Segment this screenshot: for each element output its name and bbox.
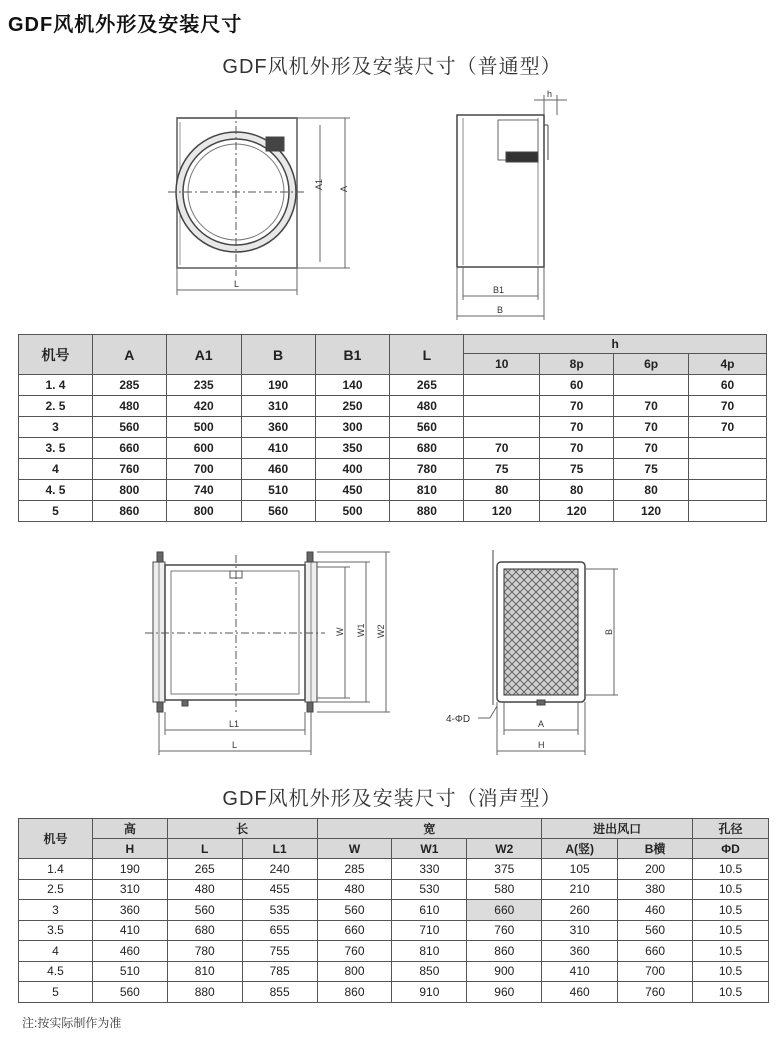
table-cell: 760 <box>467 920 542 941</box>
dim-label-Aside: A <box>538 719 545 729</box>
table-cell: 10.5 <box>693 859 769 880</box>
table-cell: 410 <box>542 961 618 982</box>
table-cell: 740 <box>166 480 241 501</box>
header-B: B <box>241 335 315 375</box>
table-cell: 560 <box>92 982 167 1003</box>
dim-label-L1: L1 <box>229 719 240 729</box>
table-cell: 70 <box>689 417 767 438</box>
table-cell: 680 <box>390 438 464 459</box>
dim-label-L: L <box>234 279 240 289</box>
table-cell: 190 <box>241 375 315 396</box>
table-cell: 4. 5 <box>19 480 93 501</box>
header-h-4p: 4p <box>689 354 767 375</box>
table-cell: 240 <box>242 859 317 880</box>
table-cell: 70 <box>540 396 614 417</box>
table-cell: 285 <box>317 859 392 880</box>
table-cell: 265 <box>167 859 242 880</box>
table-cell: 480 <box>92 396 166 417</box>
table-cell: 70 <box>540 417 614 438</box>
table-cell: 480 <box>167 879 242 900</box>
table-cell: 560 <box>167 900 242 921</box>
table-cell: 105 <box>542 859 618 880</box>
table-cell: 760 <box>92 459 166 480</box>
table-cell: 410 <box>241 438 315 459</box>
table-cell: 360 <box>241 417 315 438</box>
subheader-D: ΦD <box>693 839 769 859</box>
table-cell: 1.4 <box>19 859 93 880</box>
table-cell: 375 <box>467 859 542 880</box>
table-cell: 60 <box>540 375 614 396</box>
table-cell: 860 <box>92 501 166 522</box>
table-cell: 80 <box>540 480 614 501</box>
section1-title: GDF风机外形及安装尺寸（普通型） <box>222 56 562 78</box>
table-cell: 760 <box>618 982 693 1003</box>
table-cell: 120 <box>614 501 689 522</box>
table-cell: 70 <box>689 396 767 417</box>
table-cell: 10.5 <box>693 879 769 900</box>
table-cell: 410 <box>92 920 167 941</box>
table-cell: 300 <box>315 417 390 438</box>
table-cell: 560 <box>618 920 693 941</box>
table-cell: 380 <box>618 879 693 900</box>
footnote: 注:按实际制作为准 <box>22 1016 122 1030</box>
table-cell: 800 <box>92 480 166 501</box>
table-cell: 310 <box>542 920 618 941</box>
table-cell: 910 <box>392 982 467 1003</box>
table-cell: 780 <box>167 941 242 962</box>
table-cell: 785 <box>242 961 317 982</box>
dim-label-B1: B1 <box>493 285 505 295</box>
table-cell: 70 <box>464 438 540 459</box>
table-cell: 560 <box>92 417 166 438</box>
table-cell: 310 <box>92 879 167 900</box>
table-cell: 360 <box>542 941 618 962</box>
silent-dimensions-table <box>18 818 769 1003</box>
subheader-L: L <box>167 839 242 859</box>
table-cell: 760 <box>317 941 392 962</box>
table-cell: 700 <box>618 961 693 982</box>
table-cell: 880 <box>390 501 464 522</box>
table-row <box>19 900 769 921</box>
dim-label-W: W <box>335 627 345 636</box>
table-cell: 580 <box>467 879 542 900</box>
subheader-B: B横 <box>618 839 693 859</box>
table-cell: 10.5 <box>693 900 769 921</box>
table-cell: 5 <box>19 501 93 522</box>
table-cell: 680 <box>167 920 242 941</box>
table-cell: 855 <box>242 982 317 1003</box>
table-row <box>19 961 769 982</box>
table-cell: 755 <box>242 941 317 962</box>
table-cell: 660 <box>467 900 542 921</box>
table-cell: 250 <box>315 396 390 417</box>
table-cell: 210 <box>542 879 618 900</box>
table-cell: 600 <box>166 438 241 459</box>
table-cell: 560 <box>390 417 464 438</box>
dim-label-h: h <box>547 89 553 99</box>
table-cell: 70 <box>614 438 689 459</box>
table-cell: 75 <box>464 459 540 480</box>
table-cell: 80 <box>464 480 540 501</box>
table-cell: 10.5 <box>693 982 769 1003</box>
table-cell: 860 <box>317 982 392 1003</box>
table-row <box>19 859 769 880</box>
subheader-W: W <box>317 839 392 859</box>
header-width: 宽 <box>317 819 542 839</box>
table-cell: 810 <box>167 961 242 982</box>
table-cell: 120 <box>540 501 614 522</box>
table-cell: 535 <box>242 900 317 921</box>
table-cell: 810 <box>392 941 467 962</box>
table-cell: 120 <box>464 501 540 522</box>
table-cell: 60 <box>689 375 767 396</box>
section2-title: GDF风机外形及安装尺寸（消声型） <box>222 788 562 810</box>
page-heading: GDF风机外形及安装尺寸 <box>8 14 243 36</box>
table-cell: 660 <box>92 438 166 459</box>
table-row <box>19 982 769 1003</box>
table-row <box>19 941 769 962</box>
subheader-H: H <box>92 839 167 859</box>
table-cell: 800 <box>317 961 392 982</box>
dim-label-B: B <box>497 305 504 315</box>
header-height: 高 <box>92 819 167 839</box>
table-cell: 860 <box>467 941 542 962</box>
header-model: 机号 <box>19 335 93 375</box>
table-cell: 610 <box>392 900 467 921</box>
table-cell: 400 <box>315 459 390 480</box>
table-cell: 3.5 <box>19 920 93 941</box>
table-cell: 330 <box>392 859 467 880</box>
table-cell: 710 <box>392 920 467 941</box>
table-cell: 190 <box>92 859 167 880</box>
dim-label-hole: 4-ΦD <box>446 714 471 725</box>
table-cell: 780 <box>390 459 464 480</box>
table-cell: 460 <box>241 459 315 480</box>
header-h: h <box>464 335 767 354</box>
table-cell: 200 <box>618 859 693 880</box>
table-row <box>19 920 769 941</box>
table-cell: 460 <box>618 900 693 921</box>
table-cell: 2. 5 <box>19 396 93 417</box>
table-cell: 3 <box>19 900 93 921</box>
table-cell: 655 <box>242 920 317 941</box>
header-model2: 机号 <box>19 819 93 859</box>
table-cell: 500 <box>315 501 390 522</box>
table-cell: 80 <box>614 480 689 501</box>
header-h-8p: 8p <box>540 354 614 375</box>
table-cell: 560 <box>241 501 315 522</box>
table-cell: 560 <box>317 900 392 921</box>
table-cell: 75 <box>540 459 614 480</box>
dim-label-W2: W2 <box>376 624 386 638</box>
dim-label-A1: A1 <box>314 178 324 190</box>
header-h-6p: 6p <box>614 354 689 375</box>
header-h-10: 10 <box>464 354 540 375</box>
table-cell: 850 <box>392 961 467 982</box>
table-cell: 1. 4 <box>19 375 93 396</box>
table-cell: 450 <box>315 480 390 501</box>
dim-label-L2: L <box>232 740 238 750</box>
table-cell: 420 <box>166 396 241 417</box>
table-cell: 70 <box>614 417 689 438</box>
header-A1: A1 <box>166 335 241 375</box>
table-cell: 960 <box>467 982 542 1003</box>
table-cell: 510 <box>92 961 167 982</box>
subheader-W1: W1 <box>392 839 467 859</box>
table-cell: 70 <box>614 396 689 417</box>
table-cell: 4 <box>19 459 93 480</box>
table-cell: 900 <box>467 961 542 982</box>
table-cell: 460 <box>542 982 618 1003</box>
dim-label-H: H <box>538 740 545 750</box>
table-cell: 5 <box>19 982 93 1003</box>
table-cell: 530 <box>392 879 467 900</box>
table-cell: 10.5 <box>693 920 769 941</box>
table-cell: 285 <box>92 375 166 396</box>
header-A: A <box>92 335 166 375</box>
subheader-L1: L1 <box>242 839 317 859</box>
table-cell: 480 <box>390 396 464 417</box>
header-hole: 孔径 <box>693 819 769 839</box>
dim-label-Bside: B <box>604 628 614 635</box>
subheader-A: A(竖) <box>542 839 618 859</box>
table-cell: 660 <box>317 920 392 941</box>
table-row <box>19 879 769 900</box>
subheader-W2: W2 <box>467 839 542 859</box>
table-cell: 660 <box>618 941 693 962</box>
table-cell: 350 <box>315 438 390 459</box>
dim-label-W1: W1 <box>356 623 366 637</box>
header-inout: 进出风口 <box>542 819 693 839</box>
table-cell: 810 <box>390 480 464 501</box>
table-cell: 480 <box>317 879 392 900</box>
table-cell: 500 <box>166 417 241 438</box>
table-cell: 310 <box>241 396 315 417</box>
table-cell: 265 <box>390 375 464 396</box>
table-cell: 4.5 <box>19 961 93 982</box>
table-cell: 510 <box>241 480 315 501</box>
table-cell: 10.5 <box>693 961 769 982</box>
table-cell: 3 <box>19 417 93 438</box>
table-cell: 140 <box>315 375 390 396</box>
table-cell: 800 <box>166 501 241 522</box>
table-cell: 260 <box>542 900 618 921</box>
table-cell: 2.5 <box>19 879 93 900</box>
table-cell: 75 <box>614 459 689 480</box>
header-length: 长 <box>167 819 317 839</box>
table-cell: 235 <box>166 375 241 396</box>
header-B1: B1 <box>315 335 390 375</box>
table-cell: 880 <box>167 982 242 1003</box>
dim-label-A: A <box>339 185 349 192</box>
table-cell: 4 <box>19 941 93 962</box>
table-cell: 360 <box>92 900 167 921</box>
header-L: L <box>390 335 464 375</box>
table-cell: 700 <box>166 459 241 480</box>
table-cell: 70 <box>540 438 614 459</box>
table-cell: 10.5 <box>693 941 769 962</box>
table-cell: 455 <box>242 879 317 900</box>
table-cell: 460 <box>92 941 167 962</box>
table-cell: 3. 5 <box>19 438 93 459</box>
